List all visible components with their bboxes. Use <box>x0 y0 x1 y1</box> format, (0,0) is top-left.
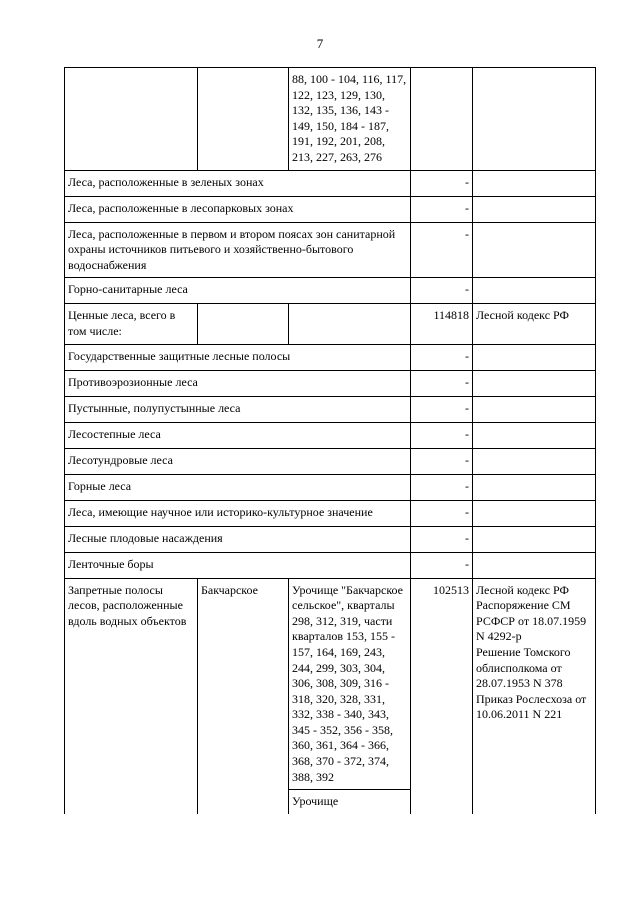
basis-cell: Лесной кодекс РФ <box>473 304 596 344</box>
category-cell: Государственные защитные лесные полосы <box>65 344 411 370</box>
category-cell: Горные леса <box>65 474 411 500</box>
basis-cell <box>473 396 596 422</box>
table-row <box>65 170 596 196</box>
basis-cell <box>473 474 596 500</box>
area-cell: - <box>411 222 473 278</box>
table-row <box>65 396 596 422</box>
table-row <box>65 500 596 526</box>
area-cell: - <box>411 500 473 526</box>
area-cell: - <box>411 370 473 396</box>
table-row <box>65 344 596 370</box>
category-cell: Пустынные, полупустынные леса <box>65 396 411 422</box>
basis-line: Распоряжение СМ РСФСР от 18.07.1959 N 4292-р <box>476 598 587 644</box>
basis-cell <box>473 68 596 171</box>
basis-cell <box>473 170 596 196</box>
basis-cell <box>473 422 596 448</box>
basis-cell <box>473 222 596 278</box>
basis-cell <box>473 552 596 578</box>
district-cell: Бакчарское <box>198 578 289 814</box>
category-cell: Лесостепные леса <box>65 422 411 448</box>
area-cell: 102513 <box>411 578 473 814</box>
area-cell: - <box>411 526 473 552</box>
area-cell: - <box>411 170 473 196</box>
category-cell: Леса, расположенные в первом и втором поясах зон санитарной охраны источников питьевого и хозяйственно-бытового водоснабжения <box>65 222 411 278</box>
basis-cell <box>473 370 596 396</box>
basis-cell <box>473 196 596 222</box>
area-cell: - <box>411 396 473 422</box>
table-row <box>65 196 596 222</box>
table-row <box>65 222 596 278</box>
table-row <box>65 370 596 396</box>
category-cell: Лесные плодовые насаждения <box>65 526 411 552</box>
basis-cell <box>473 278 596 304</box>
category-cell: Лесотундровые леса <box>65 448 411 474</box>
basis-line: Приказ Рослесхоза от 10.06.2011 N 221 <box>476 691 587 722</box>
area-cell: - <box>411 278 473 304</box>
table-row <box>65 474 596 500</box>
area-cell: - <box>411 474 473 500</box>
category-cell: Ценные леса, всего в том числе: <box>65 304 198 344</box>
basis-cell <box>473 578 596 814</box>
area-cell: - <box>411 552 473 578</box>
category-cell: Леса, имеющие научное или историко-культурное значение <box>65 500 411 526</box>
basis-cell <box>473 344 596 370</box>
table-row <box>65 278 596 304</box>
category-cell: Горно-санитарные леса <box>65 278 411 304</box>
area-cell: - <box>411 196 473 222</box>
basis-cell <box>473 526 596 552</box>
table-row <box>65 578 596 790</box>
table-row <box>65 68 596 171</box>
district-cell <box>198 304 289 344</box>
table-row <box>65 304 596 344</box>
quarters-cell: 88, 100 - 104, 116, 117, 122, 123, 129, 130, 132, 135, 136, 143 - 149, 150, 184 - 187, 191, 192, 201, 208, 213, 227, 263, 276 <box>289 68 411 171</box>
table-row <box>65 422 596 448</box>
category-cell: Противоэрозионные леса <box>65 370 411 396</box>
district-cell <box>198 68 289 171</box>
area-cell: - <box>411 422 473 448</box>
area-cell: - <box>411 344 473 370</box>
category-cell: Ленточные боры <box>65 552 411 578</box>
category-cell: Запретные полосы лесов, расположенные вдоль водных объектов <box>65 578 198 814</box>
area-cell: 114818 <box>411 304 473 344</box>
quarters-cell: Урочище <box>289 790 411 814</box>
quarters-cell <box>289 304 411 344</box>
forest-protection-table <box>64 67 596 814</box>
table-row <box>65 526 596 552</box>
category-cell: Леса, расположенные в зеленых зонах <box>65 170 411 196</box>
basis-cell <box>473 448 596 474</box>
area-cell <box>411 68 473 171</box>
category-cell <box>65 68 198 171</box>
table-row <box>65 552 596 578</box>
area-cell: - <box>411 448 473 474</box>
basis-cell <box>473 500 596 526</box>
category-cell: Леса, расположенные в лесопарковых зонах <box>65 196 411 222</box>
basis-line: Решение Томского облисполкома от 28.07.1953 N 378 <box>476 644 571 691</box>
basis-line: Лесной кодекс РФ <box>476 582 569 597</box>
page-number: 7 <box>316 36 324 51</box>
table-row <box>65 448 596 474</box>
quarters-cell: Урочище "Бакчарское сельское", кварталы 298, 312, 319, части кварталов 153, 155 - 157, 164, 169, 243, 244, 299, 303, 304, 306, 308, 309, 316 - 318, 320, 328, 331, 332, 338 - 340, 343, 345 - 352, 356 - 358, 360, 361, 364 - 366, 368, 370 - 372, 374, 388, 392 <box>289 578 411 790</box>
